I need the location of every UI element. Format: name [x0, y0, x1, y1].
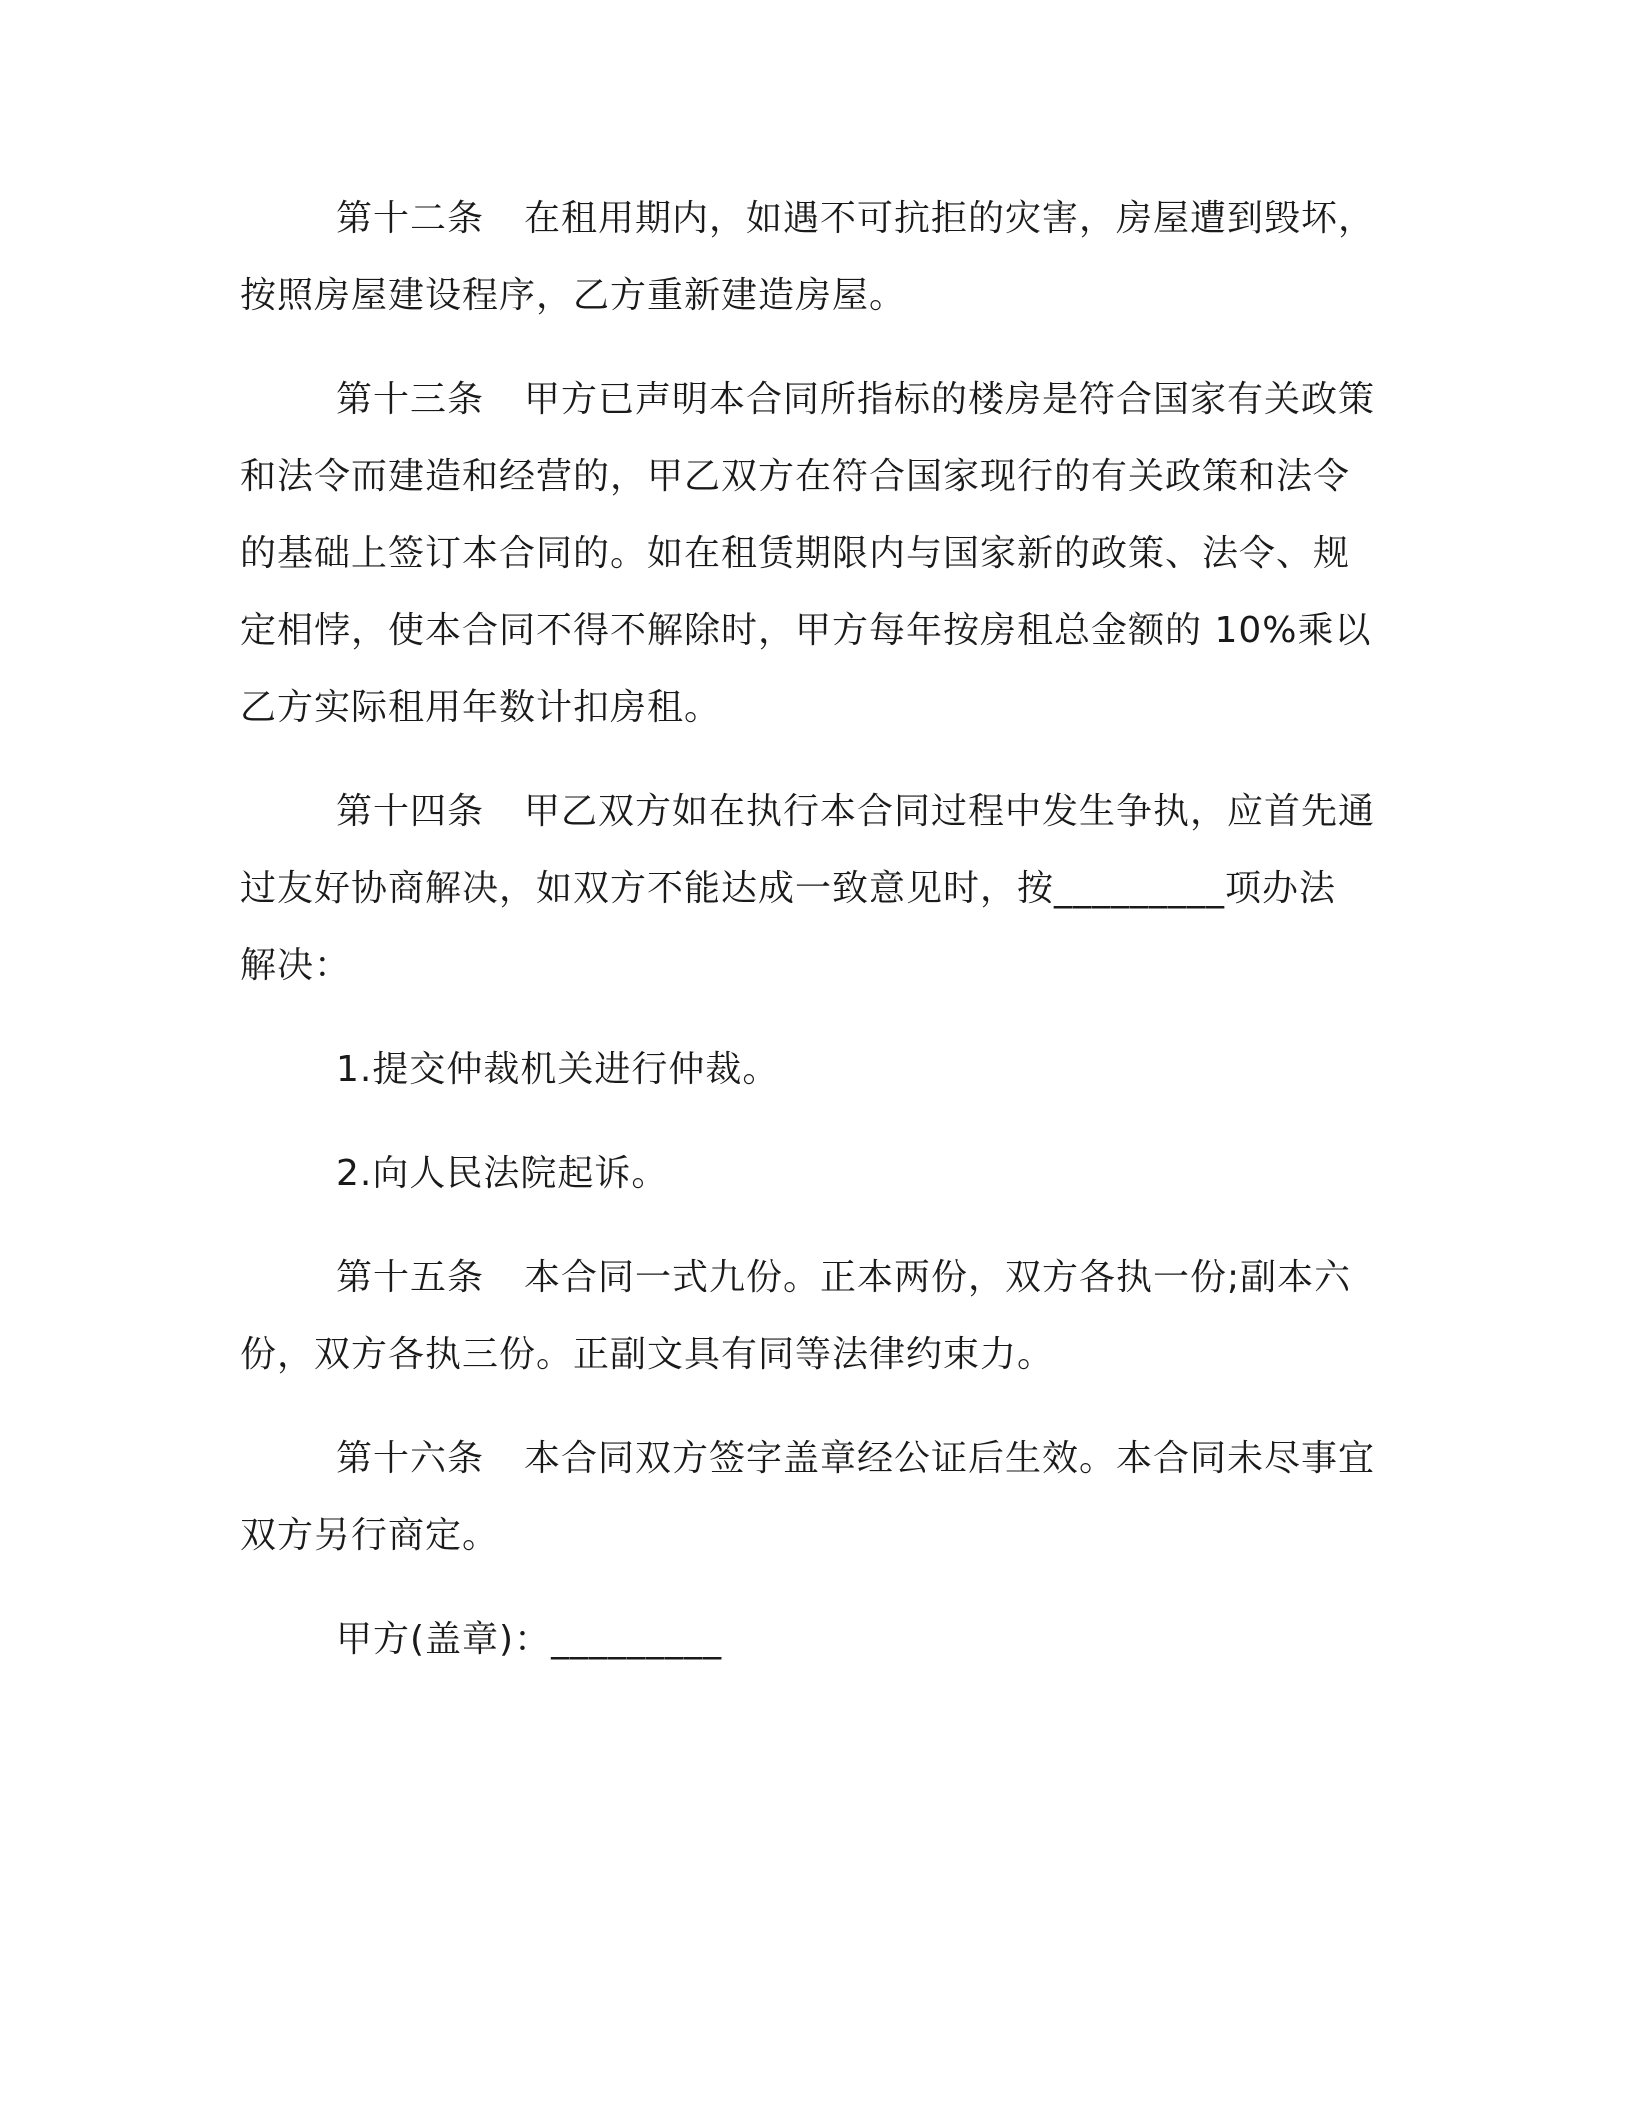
line-text: 的基础上签订本合同的。如在租赁期限内与国家新的政策、法令、规 — [240, 533, 1351, 574]
line-text: 双方另行商定。 — [240, 1515, 500, 1556]
paragraph-line — [240, 592, 1380, 669]
article-heading: 第十六条 — [336, 1438, 485, 1479]
line-text: 定相悖，使本合同不得不解除时，甲方每年按房租总金额的 10%乘以 — [240, 610, 1372, 651]
line-text: 解决： — [240, 945, 352, 986]
option-1 — [240, 1031, 1380, 1108]
line-text: 过友好协商解决，如双方不能达成一致意见时，按_________项办法 — [240, 868, 1337, 909]
article-13 — [240, 361, 1380, 746]
paragraph-first-line — [240, 1601, 1380, 1678]
paragraph-first-line — [240, 1031, 1380, 1108]
paragraph-first-line — [240, 1135, 1380, 1212]
article-14 — [240, 773, 1380, 1004]
article-heading: 第十五条 — [336, 1257, 485, 1298]
line-text: 本合同双方签字盖章经公证后生效。本合同未尽事宜 — [524, 1438, 1376, 1479]
article-heading: 第十三条 — [336, 379, 485, 420]
line-text: 1.提交仲裁机关进行仲裁。 — [336, 1049, 780, 1090]
paragraph-first-line — [240, 180, 1380, 257]
paragraph-first-line — [240, 773, 1380, 850]
paragraph-line — [240, 927, 1380, 1004]
article-12 — [240, 180, 1380, 334]
paragraph-line — [240, 438, 1380, 515]
paragraph-line — [240, 515, 1380, 592]
article-heading: 第十四条 — [336, 791, 485, 832]
option-2 — [240, 1135, 1380, 1212]
paragraph-line — [240, 850, 1380, 927]
line-text: 甲乙双方如在执行本合同过程中发生争执，应首先通 — [524, 791, 1376, 832]
line-text: 2.向人民法院起诉。 — [336, 1153, 669, 1194]
line-text: 和法令而建造和经营的，甲乙双方在符合国家现行的有关政策和法令 — [240, 456, 1351, 497]
paragraph-line — [240, 1497, 1380, 1574]
article-heading: 第十二条 — [336, 198, 485, 239]
signature-party-a — [240, 1601, 1380, 1678]
line-text: 本合同一式九份。正本两份，双方各执一份;副本六 — [524, 1257, 1352, 1298]
line-text: 甲方已声明本合同所指标的楼房是符合国家有关政策 — [524, 379, 1376, 420]
article-16 — [240, 1420, 1380, 1574]
line-text: 甲方(盖章)：_________ — [336, 1619, 723, 1660]
paragraph-line — [240, 669, 1380, 746]
article-15 — [240, 1239, 1380, 1393]
line-text: 按照房屋建设程序，乙方重新建造房屋。 — [240, 275, 907, 316]
paragraph-first-line — [240, 1420, 1380, 1497]
paragraph-line — [240, 257, 1380, 334]
paragraph-first-line — [240, 1239, 1380, 1316]
line-text: 乙方实际租用年数计扣房租。 — [240, 687, 722, 728]
line-text: 在租用期内，如遇不可抗拒的灾害，房屋遭到毁坏， — [524, 198, 1376, 239]
line-text: 份，双方各执三份。正副文具有同等法律约束力。 — [240, 1334, 1055, 1375]
paragraph-first-line — [240, 361, 1380, 438]
document-body — [240, 180, 1380, 1705]
paragraph-line — [240, 1316, 1380, 1393]
